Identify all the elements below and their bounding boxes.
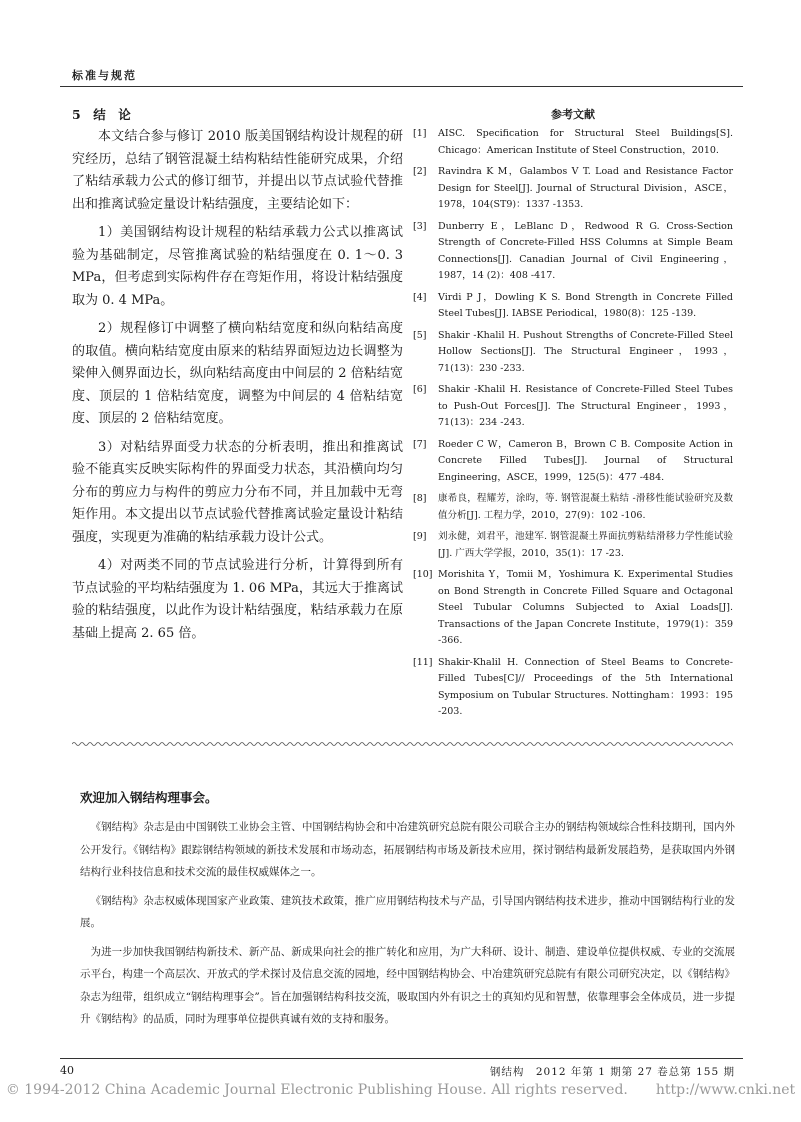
reference-number: [9] <box>413 531 427 542</box>
reference-text: 刘永健，刘君平，池建军. 钢管混凝土界面抗剪粘结滑移力学性能试验[J]. 广西大学学报，2010，35(1)：17 -23. <box>438 531 733 559</box>
reference-item <box>413 437 733 487</box>
reference-number: [4] <box>413 291 427 303</box>
conclusion-paragraph: 4）对两类不同的节点试验进行分析，计算得到所有节点试验的平均粘结强度为 1. 06 MPa，其远大于推离试验的粘结强度，以此作为设计粘结强度，粘结承载力在原基础上提高 2. 65 倍。 <box>72 558 403 641</box>
copyright-watermark: © 1994-2012 China Academic Journal Electronic Publishing House. All rights reserved. http://www.cnki.net <box>5 1082 796 1098</box>
reference-number: [1] <box>413 128 427 139</box>
notice-paragraph: 为进一步加快我国钢结构新技术、新产品、新成果向社会的推广转化和应用，为广大科研、设计、制造、建设单位提供权威、专业的交流展示平台，构建一个高层次、开放式的学术探讨及信息交流的园地，经中国钢结构协会、中冶建筑研究总院有有限公司研究决定，以《钢结构》杂志为纽带，组织成立“钢结构理事会”。旨在加强钢结构科技交流，吸取国内外有识之士的真知灼见和智慧，依靠理事会全体成员，进一步提升《钢结构》的品质，同时为理事单位提供真诚有效的支持和服务。 <box>80 945 735 1025</box>
reference-number: [2] <box>413 166 427 177</box>
page-number: 40 <box>60 1064 74 1077</box>
reference-item <box>413 290 733 323</box>
reference-item <box>413 382 733 432</box>
reference-number: [6] <box>413 384 427 395</box>
wavy-divider <box>72 740 733 748</box>
reference-item <box>413 655 733 721</box>
reference-number: [5] <box>413 329 427 341</box>
reference-text: Ravindra K M，Galambos V T. Load and Resistance Factor Design for Steel[J]. Journal of Structural Division，ASCE，1978，104(ST9)：1337 -1353. <box>438 166 733 210</box>
conclusion-paragraph: 2）规程修订中调整了横向粘结宽度和纵向粘结高度的取值。横向粘结宽度由原来的粘结界面短边边长调整为梁伸入侧界面边长，纵向粘结高度由中间层的 2 倍粘结宽度、顶层的 1 倍粘结宽度，调整为中间层的 4 倍粘结宽度、顶层的 2 倍粘结宽度。 <box>72 321 403 426</box>
conclusion-paragraph: 1）美国钢结构设计规程的粘结承载力公式以推离试验为基础制定，尽管推离试验的粘结强度在 0. 1～0. 3 MPa，但考虑到实际构件存在弯矩作用，将设计粘结强度取为 0. 4 MPa。 <box>72 225 403 308</box>
reference-text: Dunberry E，LeBlanc D，Redwood R G. Cross-Section Strength of Concrete-Filled HSS Columns at Simple Beam Connections[J]. Canadian Journal of Civil Engineering，1987，14 (2)：408 -417. <box>438 220 733 281</box>
reference-item <box>413 126 733 159</box>
reference-text: Virdi P J，Dowling K S. Bond Strength in Concrete Filled Steel Tubes[J]. IABSE Periodical，1980(8)：125 -139. <box>438 291 733 319</box>
reference-item <box>413 529 733 562</box>
conclusion-paragraph: 3）对粘结界面受力状态的分析表明，推出和推离试验不能真实反映实际构件的界面受力状态，其沿横向均匀分布的剪应力与构件的剪应力分布不同，并且加载中无弯矩作用。本文提出以节点试验代替推离试验定量设计粘结强度，实现更为准确的粘结承载力设计公式。 <box>72 439 403 545</box>
notice-section <box>80 788 735 1037</box>
reference-item <box>413 164 733 214</box>
reference-number: [8] <box>413 493 427 504</box>
journal-issue-info: 钢结构 2012 年第 1 期第 27 卷总第 155 期 <box>489 1066 735 1078</box>
notice-paragraph: 《钢结构》杂志是由中国钢铁工业协会主管、中国钢结构协会和中冶建筑研究总院有限公司联合主办的钢结构领域综合性科技期刊，国内外公开发行。《钢结构》跟踪钢结构领域的新技术发展和市场动态，拓展钢结构市场及新技术应用，探讨钢结构最新发展趋势，是获取国内外钢结构行业科技信息和技术交流的最佳权威媒体之一。 <box>80 821 735 878</box>
conclusion-column <box>72 104 403 651</box>
reference-item <box>413 328 733 378</box>
reference-item <box>413 491 733 524</box>
reference-text: Roeder C W，Cameron B，Brown C B. Composite Action in Concrete Filled Tubes[J]. Journal of Structural Engineering，ASCE，1999，125(5)：477 -484. <box>438 438 733 483</box>
reference-text: Shakir-Khalil H. Connection of Steel Beams to Concrete-Filled Tubes[C]// Proceedings of the 5th International Symposium on Tubular Structures. Nottingham：1993：195 -203. <box>438 656 733 717</box>
conclusion-title: 5 结 论 <box>72 107 131 122</box>
references-title: 参考文献 <box>551 108 595 121</box>
reference-item <box>413 219 733 285</box>
reference-number: [7] <box>413 438 427 450</box>
footer-divider <box>60 1058 743 1059</box>
notice-title: 欢迎加入钢结构理事会。 <box>80 790 218 805</box>
reference-text: 康希良，程耀芳，涂昀，等. 钢管混凝土粘结 -滑移性能试验研究及数值分析[J]. 工程力学，2010，27(9)：102 -106. <box>438 493 733 521</box>
section-header-label: 标准与规范 <box>72 69 137 82</box>
references-column <box>413 104 733 726</box>
reference-text: Shakir -Khalil H. Resistance of Concrete-Filled Steel Tubes to Push-Out Forces[J]. The Structural Engineer，1993，71(13)：234 -243. <box>438 384 733 428</box>
reference-text: Morishita Y，Tomii M，Yoshimura K. Experimental Studies on Bond Strength in Concrete Filled Square and Octagonal Steel Tubular Columns Subjected to Axial Loads[J]. Transactions of the Japan Concrete Institute，1979(1)：359 -366. <box>438 569 733 646</box>
notice-paragraph: 《钢结构》杂志权威体现国家产业政策、建筑技术政策，推广应用钢结构技术与产品，引导国内钢结构技术进步，推动中国钢结构行业的发展。 <box>80 894 735 929</box>
reference-number: [11] <box>413 656 433 668</box>
reference-number: [3] <box>413 220 427 232</box>
reference-text: AISC. Specification for Structural Steel Buildings[S]. Chicago：American Institute of Steel Construction，2010. <box>438 128 733 156</box>
reference-item <box>413 567 733 650</box>
reference-text: Shakir -Khalil H. Pushout Strengths of Concrete-Filled Steel Hollow Sections[J]. The Structural Engineer，1993，71(13)：230 -233. <box>438 329 733 374</box>
reference-number: [10] <box>413 569 433 580</box>
conclusion-paragraph: 本文结合参与修订 2010 版美国钢结构设计规程的研究经历，总结了钢管混凝土结构粘结性能研究成果，介绍了粘结承载力公式的修订细节，并提出以节点试验代替推出和推离试验定量设计粘结强度，主要结论如下： <box>72 129 403 212</box>
header-divider <box>60 86 743 87</box>
